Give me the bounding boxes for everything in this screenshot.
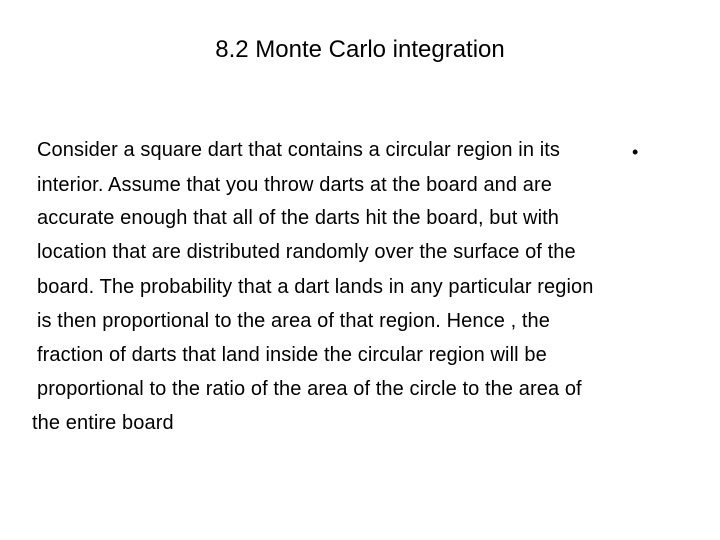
body-line: board. The probability that a dart lands in any particular region	[37, 276, 594, 298]
body-line: Consider a square dart that contains a circular region in its	[37, 139, 561, 161]
body-line: the entire board	[32, 412, 174, 434]
body-line: is then proportional to the area of that region. Hence , the	[37, 310, 550, 332]
body-line: accurate enough that all of the darts hit the board, but with	[37, 207, 559, 229]
body-line: interior. Assume that you throw darts at the board and are	[37, 174, 552, 196]
body-line: location that are distributed randomly over the surface of the	[37, 241, 576, 263]
bullet-marker: •	[632, 142, 639, 162]
slide-title: 8.2 Monte Carlo integration	[215, 36, 505, 63]
body-line: proportional to the ratio of the area of the circle to the area of	[37, 378, 582, 400]
body-line: fraction of darts that land inside the circular region will be	[37, 344, 547, 366]
